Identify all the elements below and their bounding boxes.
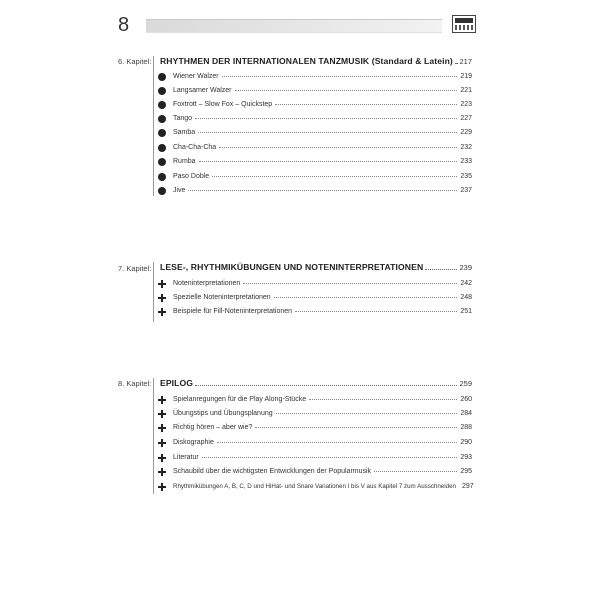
item-page: 223	[460, 101, 472, 108]
cross-bullet-icon	[158, 294, 166, 302]
chapter-divider	[153, 56, 154, 196]
item-page: 237	[460, 187, 472, 194]
toc-item[interactable]	[158, 71, 472, 82]
item-title: Paso Doble	[173, 173, 210, 180]
chapter-page: 217	[459, 57, 472, 66]
item-title: Cha-Cha-Cha	[173, 144, 217, 151]
item-title: Noteninterpretationen	[173, 280, 241, 287]
toc-item[interactable]	[158, 452, 472, 463]
circle-bullet-icon	[158, 144, 166, 152]
leader-dots	[455, 62, 458, 64]
item-title: Samba	[173, 129, 196, 136]
item-page: 219	[460, 73, 472, 80]
cross-bullet-icon	[158, 454, 166, 462]
cross-bullet-icon	[158, 424, 166, 432]
cross-bullet-icon	[158, 468, 166, 476]
toc-item[interactable]	[158, 113, 472, 124]
chapter-divider	[153, 378, 154, 494]
item-page: 260	[460, 396, 472, 403]
item-page: 221	[460, 87, 472, 94]
circle-bullet-icon	[158, 101, 166, 109]
chapter-label: 7. Kapitel:	[118, 264, 152, 273]
item-title: Spezielle Noteninterpretationen	[173, 294, 271, 301]
item-title: Literatur	[173, 454, 199, 461]
chapter-title: EPILOG	[160, 378, 194, 388]
chapter-title-row[interactable]	[160, 376, 472, 388]
toc-item[interactable]	[158, 422, 472, 433]
item-page: 290	[460, 439, 472, 446]
chapter-page: 259	[459, 379, 472, 388]
item-title: Diskographie	[173, 439, 214, 446]
cross-bullet-icon	[158, 439, 166, 447]
item-page: 232	[460, 144, 472, 151]
item-page: 227	[460, 115, 472, 122]
toc-item[interactable]	[158, 466, 472, 477]
toc-item[interactable]	[158, 185, 472, 196]
toc-item[interactable]	[158, 127, 472, 138]
cross-bullet-icon	[158, 396, 166, 404]
header-bar	[146, 19, 442, 33]
item-title: Übungstips und Übungsplanung	[173, 410, 273, 417]
item-page: 235	[460, 173, 472, 180]
circle-bullet-icon	[158, 158, 166, 166]
item-page: 242	[460, 280, 472, 287]
circle-bullet-icon	[158, 73, 166, 81]
item-title: Schaubild über die wichtigsten Entwicklungen der Popularmusik	[173, 468, 372, 475]
item-page: 288	[460, 424, 472, 431]
item-page: 229	[460, 129, 472, 136]
toc-item[interactable]	[158, 156, 472, 167]
chapter-title-row[interactable]	[160, 54, 472, 66]
toc-item[interactable]	[158, 481, 472, 492]
toc-item[interactable]	[158, 437, 472, 448]
toc-item[interactable]	[158, 85, 472, 96]
item-title: Rhythmikübungen A, B, C, D und HiHat- und Snare Variationen I bis V aus Kapitel 7 zum Ausschneiden	[173, 483, 456, 490]
item-page: 251	[460, 308, 472, 315]
item-title: Jive	[173, 187, 186, 194]
item-title: Richtig hören – aber wie?	[173, 424, 253, 431]
chapter-page: 239	[459, 263, 472, 272]
toc-item[interactable]	[158, 292, 472, 303]
chapter-title-row[interactable]	[160, 260, 472, 272]
circle-bullet-icon	[158, 87, 166, 95]
chapter-divider	[153, 262, 154, 322]
chapter-title: RHYTHMEN DER INTERNATIONALEN TANZMUSIK (Standard & Latein)	[160, 56, 453, 66]
circle-bullet-icon	[158, 187, 166, 195]
toc-item[interactable]	[158, 142, 472, 153]
item-title: Langsamer Walzer	[173, 87, 232, 94]
item-page: 233	[460, 158, 472, 165]
item-title: Tango	[173, 115, 193, 122]
chapter-label: 6. Kapitel:	[118, 57, 152, 66]
toc-item[interactable]	[158, 408, 472, 419]
item-page: 284	[460, 410, 472, 417]
item-title: Spielanregungen für die Play Along-Stücke	[173, 396, 307, 403]
leader-dots	[195, 384, 457, 386]
page-header	[118, 14, 478, 36]
toc-item[interactable]	[158, 278, 472, 289]
chapter-label: 8. Kapitel:	[118, 379, 152, 388]
item-title: Rumba	[173, 158, 196, 165]
item-title: Foxtrott – Slow Fox – Quickstep	[173, 101, 273, 108]
item-title: Beispiele für Fill-Noteninterpretationen	[173, 308, 293, 315]
cross-bullet-icon	[158, 280, 166, 288]
toc-item[interactable]	[158, 171, 472, 182]
cross-bullet-icon	[158, 410, 166, 418]
item-page: 248	[460, 294, 472, 301]
page-number: 8	[118, 14, 130, 36]
circle-bullet-icon	[158, 115, 166, 123]
item-page: 295	[460, 468, 472, 475]
circle-bullet-icon	[158, 129, 166, 137]
circle-bullet-icon	[158, 173, 166, 181]
item-page: 293	[460, 454, 472, 461]
item-page: 297	[461, 483, 474, 490]
toc-item[interactable]	[158, 306, 472, 317]
publisher-logo-icon	[452, 15, 476, 33]
cross-bullet-icon	[158, 483, 166, 491]
toc-item[interactable]	[158, 99, 472, 110]
toc-item[interactable]	[158, 394, 472, 405]
chapter-title: LESE-, RHYTHMIKÜBUNGEN UND NOTENINTERPRETATIONEN	[160, 262, 424, 272]
item-title: Wiener Walzer	[173, 73, 219, 80]
cross-bullet-icon	[158, 308, 166, 316]
leader-dots	[425, 268, 457, 270]
